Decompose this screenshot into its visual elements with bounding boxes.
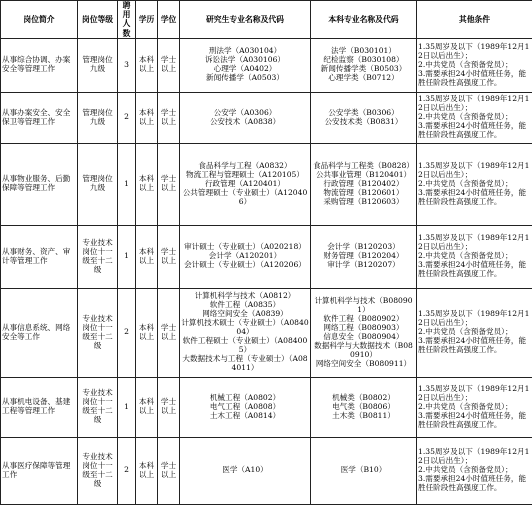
degree-cell: 学士以上: [158, 437, 180, 504]
condition-line: 1.35周岁及以下（1989年12月12日以后出生）；: [418, 43, 531, 61]
degree-cell: 学士以上: [158, 38, 180, 92]
major-entry: 食品科学与工程类（B0828）: [312, 162, 415, 171]
condition-line: 3.需要承担24小时值班任务，能胜任阶段性高强度工作。: [418, 70, 531, 88]
grad-major-cell: [180, 225, 311, 288]
condition-line: 3.需要承担24小时值班任务，能胜任阶段性高强度工作。: [418, 189, 531, 207]
grad-major-cell: [180, 288, 311, 377]
major-entry: 信息安全（B080904）: [312, 333, 415, 342]
table-row: [1, 38, 532, 92]
major-entry: 采购管理（B120603）: [312, 198, 415, 207]
major-entry: 软件工程（B080902）: [312, 315, 415, 324]
condition-line: 1.35周岁及以下（1989年12月12日以后出生）；: [418, 385, 531, 403]
major-entry: 法学（B030101）: [312, 47, 415, 56]
education-cell: 本科以上: [136, 38, 158, 92]
major-entry: 大数据技术与工程（专业硕士）（A084011）: [181, 355, 309, 373]
major-entry: 数据科学与大数据技术（B080910）: [312, 342, 415, 360]
header-count: 聘用人数: [118, 1, 136, 39]
major-entry: 心理学（A0402）: [181, 65, 309, 74]
major-entry: 网络工程（B080903）: [312, 324, 415, 333]
condition-line: 1.35周岁及以下（1989年12月12日以后出生）；: [418, 95, 531, 113]
table-row: [1, 225, 532, 288]
condition-line: 3.需要承担24小时值班任务，能胜任阶段性高强度工作。: [418, 412, 531, 430]
other-conditions-cell: [417, 38, 532, 92]
major-entry: 新闻传播学（A0503）: [181, 74, 309, 83]
major-entry: 公安技术类（B0831）: [312, 118, 415, 127]
major-entry: 心理学类（B0712）: [312, 74, 415, 83]
job-level-cell: 专业技术岗位十一级至十二级: [78, 437, 118, 504]
condition-line: 2.中共党员（含预备党员）；: [418, 466, 531, 475]
major-entry: 计算机技术硕士（专业硕士）（A084004）: [181, 319, 309, 337]
hire-count-cell: 2: [118, 92, 136, 143]
job-level-cell: 专业技术岗位十一级至十二级: [78, 225, 118, 288]
header-grad-major: 研究生专业名称及代码: [180, 1, 311, 39]
major-entry: 软件工程硕士（专业硕士）（A084005）: [181, 337, 309, 355]
job-level-cell: 管理岗位九级: [78, 38, 118, 92]
job-intro-cell: 从事医疗保障等管理工作: [1, 437, 78, 504]
other-conditions-cell: [417, 92, 532, 143]
table-body: [1, 38, 532, 504]
undergrad-major-cell: [311, 437, 417, 504]
degree-cell: 学士以上: [158, 377, 180, 437]
major-entry: 财务管理（B120204）: [312, 252, 415, 261]
table-row: [1, 92, 532, 143]
hire-count-cell: 2: [118, 288, 136, 377]
other-conditions-cell: [417, 225, 532, 288]
other-conditions-cell: [417, 437, 532, 504]
condition-line: 3.需要承担24小时值班任务，能胜任阶段性高强度工作。: [418, 261, 531, 279]
major-entry: 新闻传播学类（B0503）: [312, 65, 415, 74]
condition-line: 2.中共党员（含预备党员）；: [418, 180, 531, 189]
major-entry: 审计学（B120207）: [312, 261, 415, 270]
header-degree: 学位: [158, 1, 180, 39]
education-cell: 本科以上: [136, 437, 158, 504]
education-cell: 本科以上: [136, 92, 158, 143]
degree-cell: 学士以上: [158, 92, 180, 143]
other-conditions-cell: [417, 288, 532, 377]
undergrad-major-cell: [311, 225, 417, 288]
job-level-cell: 管理岗位九级: [78, 92, 118, 143]
condition-line: 2.中共党员（含预备党员）；: [418, 252, 531, 261]
education-cell: 本科以上: [136, 288, 158, 377]
other-conditions-cell: [417, 143, 532, 225]
condition-line: 1.35周岁及以下（1989年12月12日以后出生）；: [418, 162, 531, 180]
condition-line: 1.35周岁及以下（1989年12月12日以后出生）；: [418, 448, 531, 466]
major-entry: 公共事业管理（B120401）: [312, 171, 415, 180]
header-level: 岗位等级: [78, 1, 118, 39]
hire-count-cell: 1: [118, 377, 136, 437]
table-row: [1, 377, 532, 437]
major-entry: 医学（A10）: [181, 466, 309, 475]
grad-major-cell: [180, 377, 311, 437]
table-row: [1, 288, 532, 377]
grad-major-cell: [180, 38, 311, 92]
degree-cell: 学士以上: [158, 143, 180, 225]
major-entry: 会计硕士（专业硕士）（A120206）: [181, 261, 309, 270]
major-entry: 机械工程（A0802）: [181, 394, 309, 403]
major-entry: 电气类（B0806）: [312, 403, 415, 412]
other-conditions-cell: [417, 377, 532, 437]
major-entry: 网络空间安全（B080911）: [312, 360, 415, 369]
condition-line: 3.需要承担24小时值班任务，能胜任阶段性高强度工作。: [418, 337, 531, 355]
header-undergrad-major: 本科专业名称及代码: [311, 1, 417, 39]
job-level-cell: 专业技术岗位十一级至十二级: [78, 377, 118, 437]
major-entry: 刑法学（A030104）: [181, 47, 309, 56]
major-entry: 行政管理（B120402）: [312, 180, 415, 189]
hire-count-cell: 3: [118, 38, 136, 92]
header-intro: 岗位简介: [1, 1, 78, 39]
job-level-cell: 专业技术岗位十一级至十二级: [78, 288, 118, 377]
grad-major-cell: [180, 143, 311, 225]
job-intro-cell: 从事机电设备、基建工程等管理工作: [1, 377, 78, 437]
undergrad-major-cell: [311, 38, 417, 92]
condition-line: 2.中共党员（含预备党员）；: [418, 61, 531, 70]
condition-line: 3.需要承担24小时值班任务，能胜任阶段性高强度工作。: [418, 475, 531, 493]
header-other-conditions: 其他条件: [417, 1, 532, 39]
education-cell: 本科以上: [136, 377, 158, 437]
major-entry: 物流工程与管理硕士（A120105）: [181, 171, 309, 180]
job-level-cell: 管理岗位九级: [78, 143, 118, 225]
undergrad-major-cell: [311, 143, 417, 225]
job-intro-cell: 从事信息系统、网络安全等工作: [1, 288, 78, 377]
major-entry: 物流管理（B120601）: [312, 189, 415, 198]
degree-cell: 学士以上: [158, 225, 180, 288]
major-entry: 会计学（A120201）: [181, 252, 309, 261]
major-entry: 公共管理硕士（专业硕士）（A120406）: [181, 189, 309, 207]
condition-line: 2.中共党员（含预备党员）；: [418, 403, 531, 412]
education-cell: 本科以上: [136, 143, 158, 225]
job-intro-cell: 从事财务、资产、审计等管理工作: [1, 225, 78, 288]
header-education: 学历: [136, 1, 158, 39]
condition-line: 1.35周岁及以下（1989年12月12日以后出生）；: [418, 234, 531, 252]
major-entry: 会计学（B120203）: [312, 243, 415, 252]
major-entry: 诉讼法学（A030106）: [181, 56, 309, 65]
grad-major-cell: [180, 437, 311, 504]
major-entry: 软件工程（A0835）: [181, 301, 309, 310]
undergrad-major-cell: [311, 377, 417, 437]
major-entry: 网络空间安全（A0839）: [181, 310, 309, 319]
table-row: [1, 143, 532, 225]
major-entry: 医学（B10）: [312, 466, 415, 475]
major-entry: 机械类（B0802）: [312, 394, 415, 403]
hire-count-cell: 1: [118, 225, 136, 288]
major-entry: 公安学（A0306）: [181, 109, 309, 118]
undergrad-major-cell: [311, 288, 417, 377]
table-row: [1, 437, 532, 504]
major-entry: 公安技术（A0838）: [181, 118, 309, 127]
major-entry: 食品科学与工程（A0832）: [181, 162, 309, 171]
hire-count-cell: 1: [118, 143, 136, 225]
major-entry: 计算机科学与技术（B080901）: [312, 297, 415, 315]
job-intro-cell: 从事办案安全、安全保卫等管理工作: [1, 92, 78, 143]
major-entry: 电气工程（A0808）: [181, 403, 309, 412]
education-cell: 本科以上: [136, 225, 158, 288]
major-entry: 土木类（B0811）: [312, 412, 415, 421]
major-entry: 土木工程（A0814）: [181, 412, 309, 421]
undergrad-major-cell: [311, 92, 417, 143]
condition-line: 1.35周岁及以下（1989年12月12日以后出生）；: [418, 310, 531, 328]
condition-line: 2.中共党员（含预备党员）；: [418, 328, 531, 337]
major-entry: 审计硕士（专业硕士）（A020218）: [181, 243, 309, 252]
job-intro-cell: 从事综合协调、办案安全等管理工作: [1, 38, 78, 92]
major-entry: 公安学类（B0306）: [312, 109, 415, 118]
major-entry: 纪检监察（B030108）: [312, 56, 415, 65]
header-row: [1, 1, 532, 39]
major-entry: 计算机科学与技术（A0812）: [181, 292, 309, 301]
condition-line: 3.需要承担24小时值班任务，能胜任阶段性高强度工作。: [418, 122, 531, 140]
degree-cell: 学士以上: [158, 288, 180, 377]
major-entry: 行政管理（A120401）: [181, 180, 309, 189]
hire-count-cell: 2: [118, 437, 136, 504]
condition-line: 2.中共党员（含预备党员）；: [418, 113, 531, 122]
grad-major-cell: [180, 92, 311, 143]
job-intro-cell: 从事物业服务、后勤保障等管理工作: [1, 143, 78, 225]
